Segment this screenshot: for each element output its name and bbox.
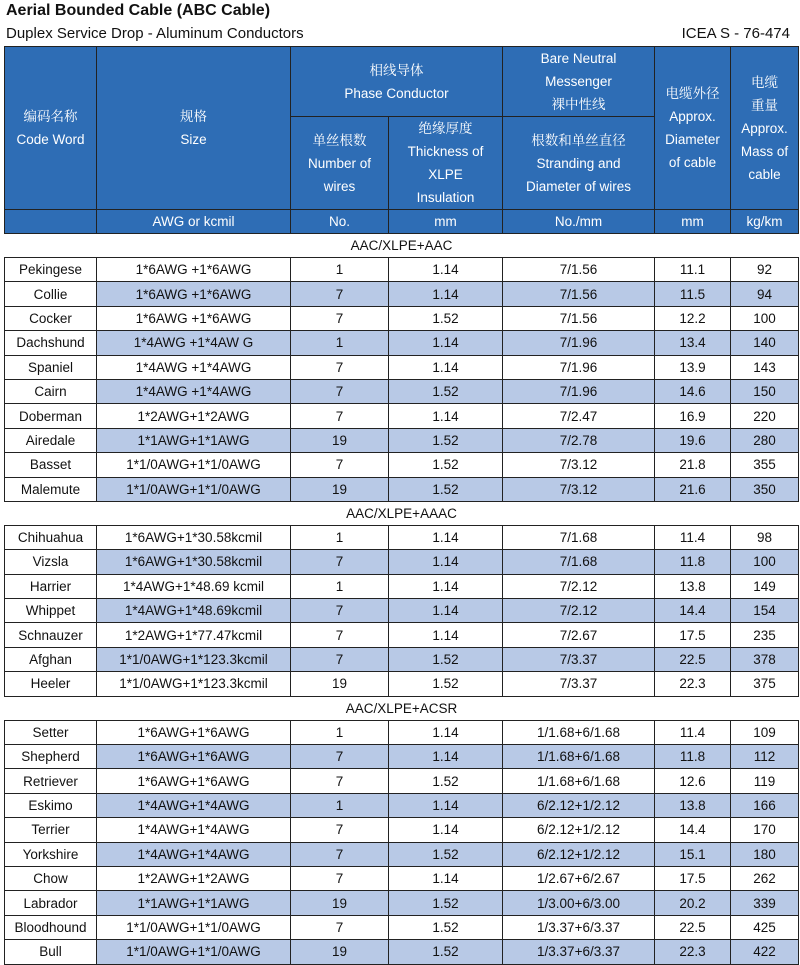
wires-cell: 7	[291, 842, 389, 866]
table-row	[5, 793, 799, 817]
diameter-header	[655, 47, 731, 210]
wires-cell: 7	[291, 550, 389, 574]
thickness-cell: 1.52	[389, 306, 503, 330]
thickness-cell: 1.14	[389, 793, 503, 817]
size-cell: 1*1AWG+1*1AWG	[97, 428, 291, 452]
table-row	[5, 282, 799, 306]
thickness-cell: 1.52	[389, 769, 503, 793]
standard-reference: ICEA S - 76-474	[681, 25, 790, 42]
code-word-cell: Pekingese	[5, 258, 97, 282]
unit-diameter: mm	[655, 210, 731, 234]
stranding-cell: 7/1.56	[503, 306, 655, 330]
code-word-cell: Heeler	[5, 672, 97, 696]
stranding-cell: 7/3.37	[503, 647, 655, 671]
mass-cell: 109	[731, 720, 799, 744]
mass-header-en1: Approx.	[741, 120, 788, 136]
stranding-cell: 7/2.12	[503, 599, 655, 623]
code-word-header	[5, 47, 97, 210]
diameter-cell: 20.2	[655, 891, 731, 915]
size-cell: 1*4AWG +1*4AWG	[97, 379, 291, 403]
diameter-cell: 22.5	[655, 647, 731, 671]
table-row	[5, 915, 799, 939]
code-word-cell: Shepherd	[5, 745, 97, 769]
stranding-cell: 7/1.56	[503, 282, 655, 306]
code-word-cell: Dachshund	[5, 331, 97, 355]
table-row	[5, 599, 799, 623]
page-title: Aerial Bounded Cable (ABC Cable)	[6, 2, 271, 19]
diameter-header-cn: 电缆外径	[665, 86, 720, 101]
diameter-cell: 15.1	[655, 842, 731, 866]
mass-cell: 92	[731, 258, 799, 282]
stranding-cell: 7/2.47	[503, 404, 655, 428]
thickness-cell: 1.52	[389, 379, 503, 403]
stranding-header-cn: 根数和单丝直径	[531, 132, 626, 148]
thickness-header-en1: Thickness of	[407, 144, 484, 159]
size-cell: 1*2AWG+1*2AWG	[97, 404, 291, 428]
wires-cell: 7	[291, 769, 389, 793]
thickness-cell: 1.14	[389, 818, 503, 842]
phase-conductor-header-cn: 相线导体	[369, 62, 424, 78]
thickness-cell: 1.14	[389, 599, 503, 623]
table-row	[5, 866, 799, 890]
stranding-cell: 7/1.96	[503, 379, 655, 403]
diameter-cell: 13.4	[655, 331, 731, 355]
thickness-cell: 1.14	[389, 282, 503, 306]
mass-header-cn2: 重量	[751, 97, 779, 113]
thickness-cell: 1.14	[389, 404, 503, 428]
wires-cell: 1	[291, 574, 389, 598]
wires-cell: 1	[291, 720, 389, 744]
stranding-cell: 7/3.37	[503, 672, 655, 696]
mass-cell: 425	[731, 915, 799, 939]
mass-cell: 166	[731, 793, 799, 817]
size-cell: 1*4AWG+1*48.69kcmil	[97, 599, 291, 623]
stranding-cell: 6/2.12+1/2.12	[503, 793, 655, 817]
diameter-cell: 22.3	[655, 940, 731, 964]
table-row	[5, 258, 799, 282]
stranding-cell: 1/1.68+6/1.68	[503, 769, 655, 793]
size-cell: 1*6AWG+1*6AWG	[97, 745, 291, 769]
diameter-cell: 17.5	[655, 623, 731, 647]
stranding-cell: 1/3.37+6/3.37	[503, 915, 655, 939]
stranding-cell: 7/2.12	[503, 574, 655, 598]
stranding-cell: 1/1.68+6/1.68	[503, 720, 655, 744]
diameter-cell: 11.5	[655, 282, 731, 306]
size-cell: 1*1/0AWG+1*123.3kcmil	[97, 672, 291, 696]
code-word-cell: Whippet	[5, 599, 97, 623]
diameter-header-en1: Approx.	[669, 109, 716, 124]
size-cell: 1*6AWG+1*30.58kcmil	[97, 550, 291, 574]
thickness-cell: 1.14	[389, 355, 503, 379]
table-body	[5, 234, 799, 965]
stranding-cell: 7/3.12	[503, 477, 655, 501]
section-row	[5, 234, 799, 258]
mass-cell: 149	[731, 574, 799, 598]
diameter-cell: 16.9	[655, 404, 731, 428]
size-cell: 1*1/0AWG+1*1/0AWG	[97, 940, 291, 964]
table-row	[5, 428, 799, 452]
thickness-cell: 1.52	[389, 647, 503, 671]
table-row	[5, 404, 799, 428]
thickness-cell: 1.52	[389, 891, 503, 915]
stranding-cell: 6/2.12+1/2.12	[503, 842, 655, 866]
code-word-cell: Spaniel	[5, 355, 97, 379]
diameter-cell: 12.6	[655, 769, 731, 793]
wires-cell: 19	[291, 940, 389, 964]
size-cell: 1*4AWG+1*4AWG	[97, 793, 291, 817]
diameter-cell: 13.8	[655, 793, 731, 817]
mass-cell: 180	[731, 842, 799, 866]
table-row	[5, 720, 799, 744]
table-row	[5, 891, 799, 915]
thickness-cell: 1.14	[389, 866, 503, 890]
size-cell: 1*6AWG +1*6AWG	[97, 282, 291, 306]
wires-cell: 1	[291, 331, 389, 355]
mass-cell: 150	[731, 379, 799, 403]
mass-header-cn1: 电缆	[751, 74, 779, 90]
section-title: AAC/XLPE+AAAC	[5, 501, 799, 525]
size-cell: 1*1/0AWG+1*1/0AWG	[97, 453, 291, 477]
table-row	[5, 745, 799, 769]
table-row	[5, 477, 799, 501]
table-row	[5, 331, 799, 355]
code-word-cell: Chow	[5, 866, 97, 890]
mass-cell: 143	[731, 355, 799, 379]
mass-cell: 339	[731, 891, 799, 915]
mass-cell: 355	[731, 453, 799, 477]
diameter-cell: 22.5	[655, 915, 731, 939]
mass-cell: 140	[731, 331, 799, 355]
cable-spec-table	[4, 46, 799, 965]
wires-cell: 7	[291, 355, 389, 379]
mass-cell: 98	[731, 525, 799, 549]
mass-header-en3: cable	[748, 166, 781, 182]
phase-conductor-header	[291, 47, 503, 117]
table-row	[5, 623, 799, 647]
table-row	[5, 306, 799, 330]
mass-cell: 378	[731, 647, 799, 671]
table-header	[5, 47, 799, 234]
code-word-header-en: Code Word	[16, 132, 85, 147]
neutral-messenger-header	[503, 47, 655, 117]
mass-cell: 280	[731, 428, 799, 452]
size-cell: 1*1/0AWG+1*1/0AWG	[97, 915, 291, 939]
code-word-header-cn: 编码名称	[23, 109, 78, 124]
code-word-cell: Bull	[5, 940, 97, 964]
thickness-cell: 1.14	[389, 525, 503, 549]
stranding-header-en2: Diameter of wires	[526, 178, 632, 194]
mass-cell: 262	[731, 866, 799, 890]
table-row	[5, 550, 799, 574]
size-header-cn: 规格	[180, 109, 207, 124]
wires-cell: 7	[291, 599, 389, 623]
code-word-cell: Afghan	[5, 647, 97, 671]
size-cell: 1*2AWG+1*2AWG	[97, 866, 291, 890]
mass-cell: 350	[731, 477, 799, 501]
code-word-cell: Chihuahua	[5, 525, 97, 549]
size-cell: 1*6AWG +1*6AWG	[97, 258, 291, 282]
stranding-cell: 1/2.67+6/2.67	[503, 866, 655, 890]
size-cell: 1*4AWG+1*4AWG	[97, 818, 291, 842]
stranding-cell: 7/1.68	[503, 550, 655, 574]
code-word-cell: Harrier	[5, 574, 97, 598]
thickness-header	[389, 117, 503, 210]
unit-stranding: No./mm	[503, 210, 655, 234]
section-row	[5, 696, 799, 720]
wires-cell: 7	[291, 915, 389, 939]
code-word-cell: Labrador	[5, 891, 97, 915]
size-cell: 1*4AWG +1*4AWG	[97, 355, 291, 379]
mass-cell: 422	[731, 940, 799, 964]
wires-cell: 7	[291, 306, 389, 330]
wires-cell: 7	[291, 404, 389, 428]
code-word-cell: Eskimo	[5, 793, 97, 817]
section-row	[5, 501, 799, 525]
unit-thickness: mm	[389, 210, 503, 234]
wires-cell: 1	[291, 793, 389, 817]
stranding-cell: 7/1.96	[503, 355, 655, 379]
code-word-cell: Schnauzer	[5, 623, 97, 647]
diameter-cell: 21.8	[655, 453, 731, 477]
thickness-cell: 1.14	[389, 745, 503, 769]
table-row	[5, 453, 799, 477]
size-cell: 1*4AWG+1*48.69 kcmil	[97, 574, 291, 598]
stranding-cell: 1/3.00+6/3.00	[503, 891, 655, 915]
diameter-cell: 14.6	[655, 379, 731, 403]
stranding-cell: 6/2.12+1/2.12	[503, 818, 655, 842]
size-cell: 1*1/0AWG+1*1/0AWG	[97, 477, 291, 501]
code-word-cell: Basset	[5, 453, 97, 477]
code-word-cell: Terrier	[5, 818, 97, 842]
thickness-cell: 1.52	[389, 428, 503, 452]
diameter-cell: 11.4	[655, 525, 731, 549]
stranding-cell: 7/1.68	[503, 525, 655, 549]
stranding-cell: 1/1.68+6/1.68	[503, 745, 655, 769]
mass-cell: 100	[731, 550, 799, 574]
mass-cell: 375	[731, 672, 799, 696]
code-word-cell: Yorkshire	[5, 842, 97, 866]
code-word-cell: Malemute	[5, 477, 97, 501]
table-row	[5, 525, 799, 549]
thickness-cell: 1.52	[389, 672, 503, 696]
thickness-header-cn: 绝缘厚度	[418, 121, 473, 136]
size-header-en: Size	[180, 132, 207, 147]
diameter-cell: 11.1	[655, 258, 731, 282]
stranding-cell: 7/1.56	[503, 258, 655, 282]
mass-cell: 170	[731, 818, 799, 842]
size-cell: 1*6AWG+1*6AWG	[97, 720, 291, 744]
diameter-cell: 11.8	[655, 550, 731, 574]
table-row	[5, 842, 799, 866]
size-cell: 1*4AWG +1*4AW G	[97, 331, 291, 355]
wires-cell: 7	[291, 453, 389, 477]
diameter-cell: 21.6	[655, 477, 731, 501]
stranding-header	[503, 117, 655, 210]
mass-cell: 94	[731, 282, 799, 306]
wires-cell: 7	[291, 818, 389, 842]
wires-header-en2: wires	[323, 178, 356, 194]
stranding-cell: 7/1.96	[503, 331, 655, 355]
size-cell: 1*4AWG+1*4AWG	[97, 842, 291, 866]
neutral-header-en1: Bare Neutral	[540, 51, 617, 66]
thickness-cell: 1.52	[389, 842, 503, 866]
wires-cell: 1	[291, 258, 389, 282]
diameter-header-en3: of cable	[668, 155, 717, 170]
wires-cell: 7	[291, 866, 389, 890]
table-row	[5, 647, 799, 671]
section-title: AAC/XLPE+AAC	[5, 234, 799, 258]
wires-cell: 7	[291, 379, 389, 403]
wires-cell: 1	[291, 525, 389, 549]
size-cell: 1*2AWG+1*77.47kcmil	[97, 623, 291, 647]
phase-conductor-header-en: Phase Conductor	[344, 85, 449, 101]
table-row	[5, 672, 799, 696]
code-word-cell: Cairn	[5, 379, 97, 403]
thickness-header-en2: XLPE	[428, 167, 463, 182]
diameter-cell: 14.4	[655, 599, 731, 623]
wires-cell: 19	[291, 428, 389, 452]
stranding-cell: 7/3.12	[503, 453, 655, 477]
thickness-cell: 1.52	[389, 915, 503, 939]
thickness-cell: 1.14	[389, 331, 503, 355]
code-word-cell: Doberman	[5, 404, 97, 428]
wires-header-en1: Number of	[307, 155, 372, 171]
wires-cell: 19	[291, 891, 389, 915]
section-title: AAC/XLPE+ACSR	[5, 696, 799, 720]
mass-cell: 220	[731, 404, 799, 428]
table-row	[5, 355, 799, 379]
code-word-cell: Vizsla	[5, 550, 97, 574]
thickness-cell: 1.14	[389, 720, 503, 744]
diameter-cell: 19.6	[655, 428, 731, 452]
wires-cell: 7	[291, 282, 389, 306]
size-cell: 1*6AWG+1*6AWG	[97, 769, 291, 793]
wires-cell: 19	[291, 477, 389, 501]
code-word-cell: Retriever	[5, 769, 97, 793]
page-subtitle: Duplex Service Drop - Aluminum Conductors	[6, 25, 304, 42]
mass-header	[731, 47, 799, 210]
diameter-cell: 14.4	[655, 818, 731, 842]
diameter-cell: 11.8	[655, 745, 731, 769]
thickness-cell: 1.14	[389, 623, 503, 647]
thickness-cell: 1.52	[389, 940, 503, 964]
code-word-cell: Bloodhound	[5, 915, 97, 939]
thickness-cell: 1.52	[389, 477, 503, 501]
diameter-header-en2: Diameter	[665, 132, 720, 147]
table-row	[5, 769, 799, 793]
wires-header-cn: 单丝根数	[312, 132, 367, 148]
diameter-cell: 13.9	[655, 355, 731, 379]
diameter-cell: 13.8	[655, 574, 731, 598]
thickness-cell: 1.14	[389, 574, 503, 598]
diameter-cell: 22.3	[655, 672, 731, 696]
stranding-header-en1: Stranding and	[536, 155, 621, 171]
wires-header	[291, 117, 389, 210]
table-row	[5, 940, 799, 964]
code-word-cell: Collie	[5, 282, 97, 306]
unit-mass: kg/km	[731, 210, 799, 234]
mass-cell: 112	[731, 745, 799, 769]
thickness-cell: 1.14	[389, 258, 503, 282]
size-cell: 1*6AWG+1*30.58kcmil	[97, 525, 291, 549]
diameter-cell: 11.4	[655, 720, 731, 744]
stranding-cell: 1/3.37+6/3.37	[503, 940, 655, 964]
table-row	[5, 574, 799, 598]
mass-cell: 100	[731, 306, 799, 330]
size-cell: 1*1AWG+1*1AWG	[97, 891, 291, 915]
code-word-cell: Setter	[5, 720, 97, 744]
wires-cell: 7	[291, 647, 389, 671]
table-row	[5, 818, 799, 842]
size-header	[97, 47, 291, 210]
unit-size: AWG or kcmil	[97, 210, 291, 234]
table-row	[5, 379, 799, 403]
diameter-cell: 12.2	[655, 306, 731, 330]
mass-cell: 119	[731, 769, 799, 793]
code-word-cell: Airedale	[5, 428, 97, 452]
size-cell: 1*6AWG +1*6AWG	[97, 306, 291, 330]
stranding-cell: 7/2.78	[503, 428, 655, 452]
mass-cell: 154	[731, 599, 799, 623]
thickness-cell: 1.14	[389, 550, 503, 574]
wires-cell: 7	[291, 745, 389, 769]
mass-header-en2: Mass of	[740, 143, 789, 159]
thickness-cell: 1.52	[389, 453, 503, 477]
neutral-header-en2: Messenger	[545, 74, 612, 89]
unit-wires: No.	[291, 210, 389, 234]
thickness-header-en3: Insulation	[416, 190, 475, 205]
wires-cell: 19	[291, 672, 389, 696]
stranding-cell: 7/2.67	[503, 623, 655, 647]
wires-cell: 7	[291, 623, 389, 647]
unit-code-blank	[5, 210, 97, 234]
diameter-cell: 17.5	[655, 866, 731, 890]
size-cell: 1*1/0AWG+1*123.3kcmil	[97, 647, 291, 671]
mass-cell: 235	[731, 623, 799, 647]
neutral-header-cn: 裸中性线	[551, 97, 606, 112]
code-word-cell: Cocker	[5, 306, 97, 330]
